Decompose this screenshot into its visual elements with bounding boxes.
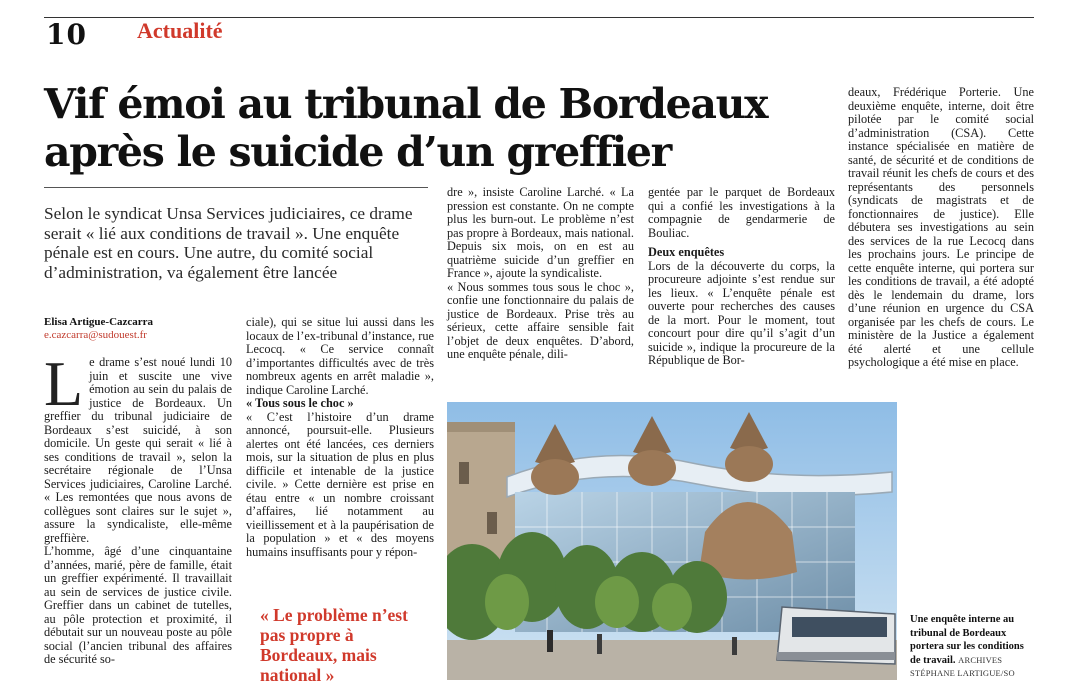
intertitle-deux-enquetes: Deux enquêtes (648, 245, 725, 259)
courthouse-illustration (447, 402, 897, 680)
photo-caption (910, 613, 1035, 681)
body-paragraph: Lors de la découverte du corps, la procureure adjointe s’est rendue sur les lieux. « L’enquête pénale est ouverte pour recherches des causes de la mort. Pour le moment, tout concourt pour dire qu’il s’agit d’un suicide », indique la procureure de la République de Bor- (648, 258, 835, 367)
body-paragraph: deaux, Frédérique Porterie. Une deuxième enquête, interne, doit être pilotée par le comité social d’administration (CSA). Cette instance spécialisée en matière de santé, de sécurité et de conditions de travail réunit les chefs de cours et des représentants des personnels (syndicats de magistrats et de fonctionnaires de justice). Elle débutera ses investigations au sein des services de la rue Lecocq dans les prochains jours. Le principe de cette enquête interne, qui portera sur les conditions de travail, a été adopté dès le lendemain du drame, lors d’une réunion en urgence du CSA organisée par les chefs de cours. Le ministère de la Justice a également été alerté et une cellule psychologique a été mise en place. (848, 85, 1034, 369)
caption-credit-name: STÉPHANE LARTIGUE/SO (910, 668, 1015, 678)
column-3 (447, 186, 634, 362)
intertitle-tous-sous-le-choc: « Tous sous le choc » (246, 396, 354, 410)
body-paragraph: e drame s’est noué lundi 10 juin et suscite une vive émotion au sein du palais de justice de Bordeaux. Un greffier du tribunal judiciaire de Bordeaux s’est suicidé, à son domicile. Un geste qui serait « lié à ses conditions de travail », selon la secrétaire régionale de l’Unsa Services judiciaires, Caroline Larché. « Les remontées que nous avons de collègues sont claires sur le sujet », assure la syndicaliste, elle-même greffière. (44, 356, 232, 545)
pull-quote: « Le problème n’est pas propre à Bordeaux, mais national » (260, 605, 408, 685)
body-paragraph: « Nous sommes tous sous le choc », confie une fonctionnaire du palais de justice de Bordeaux. Prise très au sérieux, cette affaire sensible fait l’objet de deux enquêtes. D’abord, une enquête pénale, dili- (447, 279, 634, 361)
body-paragraph: « C’est l’histoire d’un drame annoncé, poursuit-elle. Plusieurs alertes ont été lancées, ces derniers mois, sur la situation de plus en plus difficile et intenable de la justice civile. » Cette dernière est prise en étau entre « un nombre croissant d’affaires, lié notamment au vieillissement et à la paupérisation de la population » et « des moyens humains insuffisants pour y répon- (246, 409, 434, 559)
courthouse-photo (447, 402, 897, 680)
section-label: Actualité (137, 18, 223, 43)
drop-cap: L (44, 356, 84, 419)
headline: Vif émoi au tribunal de Bordeaux après le suicide d’un greffier (44, 80, 768, 176)
column-1 (44, 356, 232, 696)
author-name: Elisa Artigue-Cazcarra (44, 316, 154, 328)
column-4 (648, 186, 835, 368)
body-paragraph: gentée par le parquet de Bordeaux qui a confié les investigations à la compagnie de gendarmerie de Bouliac. (648, 185, 835, 240)
body-paragraph: ciale), qui se situe lui aussi dans les locaux de l’ex-tribunal d’instance, rue Lecocq. « Ce service connaît d’importantes difficultés avec de très nombreux agents en arrêt maladie », indique Caroline Larché. (246, 315, 434, 397)
body-paragraph: L’homme, âgé d’une cinquantaine d’années, marié, père de famille, était un greffier expérimenté. Il travaillait au sein de services de justice civile. Greffier dans un cabinet de tutelles, au pôle protection et proximité, il débutait sur un nouveau poste au pôle social (l’ancien tribunal des affaires de sécurité so- (44, 544, 232, 666)
body-paragraph: dre », insiste Caroline Larché. « La pression est constante. On ne compte plus les burn-out. Le problème n’est pas propre à Bordeaux, mais national. Depuis six mois, on en est au quatrième suicide d’un greffier en France », ajoute la syndicaliste. (447, 185, 634, 280)
byline (44, 316, 153, 342)
page-number: 10 (46, 18, 87, 51)
lead-paragraph: Selon le syndicat Unsa Services judiciaires, ce drame serait « lié aux conditions de travail ». Une enquête pénale est en cours. Une autre, du comité social d’administration, va également être lancée (44, 204, 413, 282)
headline-rule (44, 187, 428, 188)
column-2 (246, 316, 434, 559)
caption-credit-label: ARCHIVES (958, 654, 1003, 665)
caption-text: Une enquête interne au tribunal de Bordeaux portera sur les conditions de travail. (910, 614, 1024, 666)
column-5 (848, 86, 1034, 370)
author-email[interactable]: e.cazcarra@sudouest.fr (44, 329, 147, 341)
